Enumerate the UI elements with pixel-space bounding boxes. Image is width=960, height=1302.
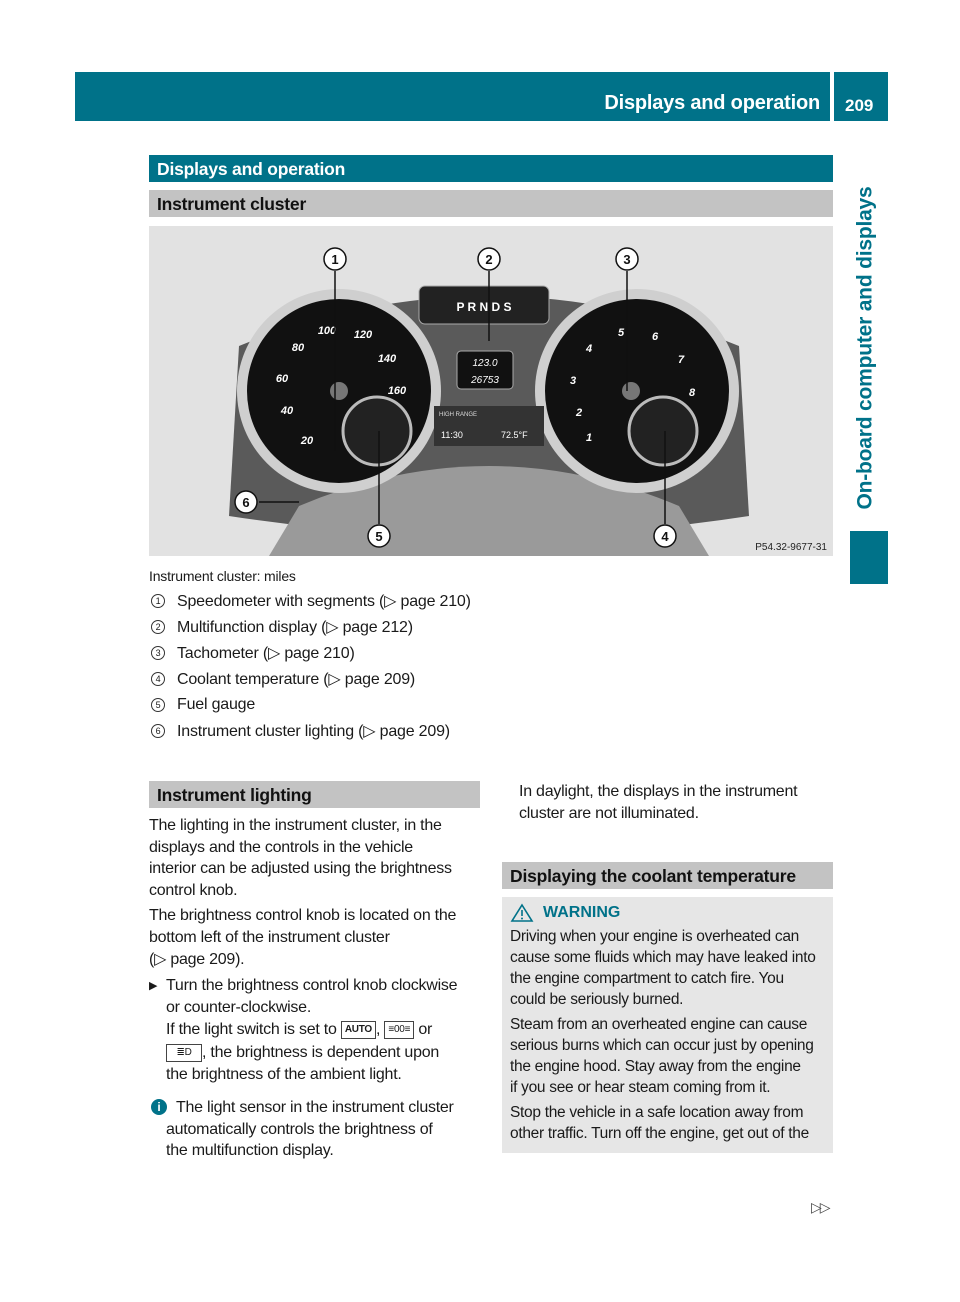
tacho-tick: 8: [688, 387, 696, 399]
legend-number: 3: [151, 646, 165, 660]
text-line: (▷ page 209).: [149, 950, 245, 968]
text-comma: ,: [375, 1021, 381, 1039]
legend-item: [149, 718, 471, 744]
gear-indicator: P R N D S: [456, 300, 512, 314]
legend-number: 2: [151, 620, 165, 634]
text-line: The lighting in the instrument cluster, in the: [149, 817, 442, 834]
callout-6: 6: [242, 495, 250, 510]
page-number: 209: [834, 72, 888, 121]
text-line: Driving when your engine is overheated can: [510, 928, 799, 945]
text-line: the engine hood. Stay away from the engine: [510, 1058, 801, 1075]
legend-text: Coolant temperature (▷ page 209): [177, 671, 416, 688]
odometer-readout: 26753: [471, 375, 499, 386]
tacho-tick: 5: [617, 327, 625, 339]
tacho-tick: 4: [585, 343, 593, 355]
speedo-tick: 160: [387, 385, 407, 397]
speedo-tick: 40: [280, 405, 294, 417]
speedo-tick: 20: [300, 435, 314, 447]
text-line: Steam from an overheated engine can cause: [510, 1016, 808, 1033]
text-line: , the brightness is dependent upon: [202, 1043, 440, 1061]
text-line: The light sensor in the instrument cluster: [176, 1099, 454, 1117]
callout-1: 1: [331, 252, 339, 267]
section-title: Displays and operation: [149, 155, 833, 182]
legend-item: [149, 666, 471, 692]
text-line: the multifunction display.: [166, 1142, 334, 1160]
speedo-tick: 60: [275, 373, 289, 385]
tacho-tick: 6: [651, 331, 659, 343]
callout-3: 3: [623, 252, 631, 267]
tacho-tick: 1: [585, 432, 593, 444]
text-line: cause some fluids which may have leaked into: [510, 949, 816, 966]
legend-item: [149, 614, 471, 640]
info-icon: i: [151, 1099, 167, 1115]
legend-text: Tachometer (▷ page 210): [177, 645, 355, 662]
high-range-label: HIGH RANGE: [439, 412, 478, 418]
parking-light-icon: ≡00≡: [384, 1021, 414, 1039]
text-line: If the light switch is set to: [166, 1021, 337, 1039]
tacho-tick: 3: [569, 375, 577, 387]
warning-box: [502, 897, 833, 1153]
legend-text: Fuel gauge: [177, 696, 256, 713]
legend-number: 4: [151, 672, 165, 686]
legend-item: [149, 588, 471, 614]
subsection-title: Instrument cluster: [149, 190, 833, 217]
text-line: or counter-clockwise.: [166, 998, 312, 1016]
tacho-tick: 7: [677, 354, 685, 366]
info-note: [149, 1097, 457, 1162]
figure-code: P54.32-9677-31: [755, 542, 827, 553]
text-line: interior can be adjusted using the brightness: [149, 860, 452, 878]
step-arrow-icon: ▶: [149, 980, 158, 993]
lighting-body: [149, 815, 457, 1162]
text-line: bottom left of the instrument cluster: [149, 928, 390, 946]
instruction-step: [149, 975, 457, 1085]
low-beam-icon: ≣D: [166, 1044, 202, 1062]
legend-number: 1: [151, 594, 165, 608]
text-line: if you see or hear steam coming from it.: [510, 1079, 771, 1096]
speedo-tick: 120: [353, 329, 373, 341]
text-or: or: [418, 1021, 433, 1039]
outside-temp-readout: 72.5°F: [501, 430, 528, 440]
figure-caption: Instrument cluster: miles: [149, 568, 296, 584]
text-line: could be seriously burned.: [510, 991, 684, 1008]
legend-text: Instrument cluster lighting (▷ page 209): [177, 723, 450, 740]
legend-text: Multifunction display (▷ page 212): [177, 619, 413, 636]
side-tab-marker: [850, 531, 888, 584]
callout-4: 4: [661, 529, 669, 544]
legend-item: [149, 640, 471, 666]
speedo-tick: 140: [377, 353, 397, 365]
text-line: displays and the controls in the vehicle: [149, 838, 413, 856]
text-line: other traffic. Turn off the engine, get out of the: [510, 1125, 809, 1142]
text-line: control knob.: [149, 881, 238, 899]
text-line: automatically controls the brightness of: [166, 1120, 433, 1138]
tacho-tick: 2: [575, 407, 583, 419]
page-header: Displays and operation: [75, 72, 830, 121]
warning-triangle-icon: [510, 903, 534, 923]
legend-text: Speedometer with segments (▷ page 210): [177, 593, 471, 610]
text-line: cluster are not illuminated.: [519, 804, 699, 822]
legend-item: [149, 692, 471, 718]
legend-number: 6: [151, 724, 165, 738]
coolant-title: Displaying the coolant temperature: [502, 862, 833, 889]
text-line: In daylight, the displays in the instrument: [519, 783, 798, 800]
continued-icon: ▷▷: [811, 1199, 829, 1215]
warning-header: [510, 902, 825, 923]
text-line: serious burns which can occur just by opening: [510, 1037, 814, 1054]
side-tab: [846, 165, 886, 530]
trip-readout: 123.0: [472, 358, 498, 369]
auto-light-icon: AUTO: [341, 1021, 376, 1039]
legend-number: 5: [151, 698, 165, 712]
text-line: the engine compartment to catch fire. You: [510, 970, 784, 987]
speedo-tick: 100: [317, 325, 337, 337]
callout-5: 5: [375, 529, 383, 544]
text-line: the brightness of the ambient light.: [166, 1065, 402, 1083]
text-line: The brightness control knob is located on the: [149, 907, 457, 925]
warning-label: WARNING: [543, 903, 621, 921]
instrument-lighting-title: Instrument lighting: [149, 781, 480, 808]
time-readout: 11:30: [441, 430, 463, 440]
legend-list: [149, 588, 471, 744]
callout-2: 2: [485, 252, 493, 267]
speedo-tick: 80: [291, 342, 305, 354]
side-tab-label: On-board computer and displays: [854, 185, 877, 510]
text-line: Stop the vehicle in a safe location away from: [510, 1104, 804, 1121]
instrument-cluster-figure: [149, 226, 833, 556]
text-line: Turn the brightness control knob clockwise: [166, 977, 458, 995]
daylight-note: [519, 781, 797, 824]
